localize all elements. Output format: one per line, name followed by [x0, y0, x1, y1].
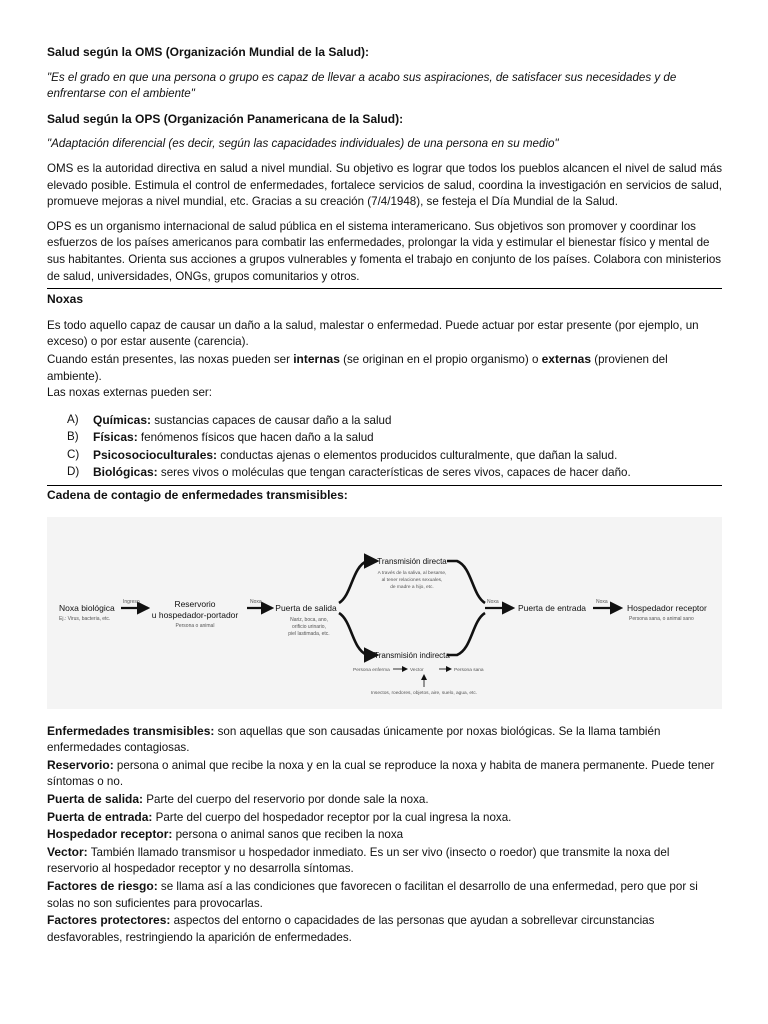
section-divider — [47, 485, 722, 486]
oms-heading: Salud según la OMS (Organización Mundial de la Salud): — [47, 45, 370, 59]
list-item — [47, 464, 722, 482]
list-marker: B) — [67, 430, 79, 444]
arrow-from-indirecta — [447, 613, 485, 655]
noxas-heading: Noxas — [47, 292, 84, 307]
label-ingreso: Ingreso — [123, 598, 140, 605]
label-persona-enferma: Persona enferma — [353, 667, 390, 673]
definition-desc: También llamado transmisor u hospedador inmediato. Es un ser vivo (insecto o roedor) que transmite la noxa del reservorio al hospedador receptor y no desarrolla síntomas. — [47, 845, 670, 876]
label-noxa-2: Noxa — [487, 598, 499, 605]
definition-desc: son aquellas que son causadas únicamente por noxas biológicas. Se la llama también enfermedades contagiosas. — [47, 724, 661, 755]
definition-item — [47, 844, 722, 878]
node-reservorio: Reservorio — [174, 598, 216, 609]
list-item — [47, 447, 722, 465]
ops-description: OPS es un organismo internacional de salud pública en el sistema interamericano. Sus objetivos son promover y coordinar los esfuerzos de los países americanos para combatir las enfermedades, prolongar la vida y estimular el bienestar físico y mental de sus habitantes. Orienta sus acciones a grupos vulnerables y fomenta el trabajo en conjunto de los países. Colabora con ministerios de salud, universidades, ONGs, grupos comunitarios y otros. — [47, 219, 722, 283]
node-salida-sub: orificio urinario, — [292, 623, 326, 630]
node-transmision-indirecta: Transmisión indirecta — [374, 650, 450, 660]
node-reservorio-sub: Persona o animal — [175, 622, 215, 629]
definition-item — [47, 878, 722, 912]
definition-term: Factores protectores: — [47, 913, 171, 928]
definition-term: Reservorio: — [47, 757, 114, 772]
internas-term: internas — [293, 351, 340, 366]
label-persona-sana: Persona sana — [454, 667, 484, 673]
noxas-types-text: Cuando están presentes, las noxas pueden ser — [47, 352, 294, 366]
node-hospedador-receptor: Hospedador receptor — [627, 602, 707, 613]
definition-term: Puerta de salida: — [47, 792, 144, 807]
node-transmision-directa: Transmisión directa — [377, 556, 447, 566]
definition-term: Enfermedades transmisibles: — [47, 723, 215, 738]
definition-desc: Parte del cuerpo del hospedador receptor por la cual ingresa la noxa. — [152, 810, 512, 824]
noxas-types — [47, 351, 722, 385]
label-vehiculos: Insectos, roedores, objetos, aire, suelo, agua, etc. — [370, 690, 478, 696]
list-desc: sustancias capaces de causar daño a la salud — [151, 413, 392, 427]
diagram-svg — [47, 517, 722, 709]
list-desc: fenómenos físicos que hacen daño a la salud — [137, 431, 374, 445]
arrow-from-directa — [447, 561, 485, 603]
noxas-external-intro: Las noxas externas pueden ser: — [47, 386, 212, 400]
node-directa-sub: al tener relaciones sexuales, — [381, 577, 443, 583]
node-noxa-sub: Ej.: Virus, bacteria, etc. — [59, 615, 111, 622]
list-desc: conductas ajenas o elementos producidos culturalmente, que dañan la salud. — [217, 448, 618, 462]
definition-term: Vector: — [47, 844, 88, 859]
noxas-definition: Es todo aquello capaz de causar un daño a la salud, malestar o enfermedad. Puede actuar por estar presente (por ejemplo, un exceso) o por estar ausente (carencia). — [47, 318, 699, 349]
list-desc: seres vivos o moléculas que tengan características de seres vivos, capaces de hacer daño. — [157, 466, 631, 480]
definition-item — [47, 723, 722, 757]
oms-description: OMS es la autoridad directiva en salud a nivel mundial. Su objetivo es lograr que todos los pueblos alcancen el nivel de salud más elevado posible. Estimula el control de enfermedades, fortalece servicios de salud, coordina la investigación en servicios de salud, promueve mejoras a nivel mundial, etc. Gracias a su creación (7/4/1948), se festeja el Día Mundial de la Salud. — [47, 161, 722, 209]
list-term: Físicas: — [93, 430, 138, 445]
node-directa-sub: de madre a hijo, etc. — [390, 584, 434, 590]
ops-quote: "Adaptación diferencial (es decir, según las capacidades individuales) de una persona en su medio" — [47, 137, 559, 151]
externas-term: externas — [541, 351, 591, 366]
label-vector: Vector — [410, 667, 424, 673]
node-puerta-salida: Puerta de salida — [275, 602, 337, 613]
contagion-chain-diagram — [47, 517, 722, 709]
node-reservorio-line2: u hospedador-portador — [151, 609, 239, 620]
label-noxa-1: Noxa — [250, 598, 262, 605]
definition-item — [47, 791, 722, 809]
definition-term: Hospedador receptor: — [47, 827, 173, 842]
list-item — [47, 429, 722, 447]
node-salida-sub: piel lastimada, etc. — [288, 630, 330, 637]
noxas-external-list — [47, 412, 722, 482]
list-item — [47, 412, 722, 430]
arrow-to-indirecta — [339, 613, 377, 655]
definition-desc: se llama así a las condiciones que favorecen o facilitan el desarrollo de una enfermedad, pero que por si solas no son suficientes para provocarlas. — [47, 880, 698, 910]
definition-item — [47, 912, 722, 946]
definition-item — [47, 826, 722, 844]
node-noxa-biologica: Noxa biológica — [59, 602, 115, 613]
oms-quote: "Es el grado en que una persona o grupo es capaz de llevar a acabo sus aspiraciones, de satisfacer sus necesidades y de enfrentarse con el ambiente" — [47, 70, 677, 101]
node-salida-sub: Nariz, boca, ano, — [290, 616, 328, 623]
cadena-heading: Cadena de contagio de enfermedades transmisibles: — [47, 488, 348, 503]
arrow-to-directa — [339, 561, 377, 603]
definition-desc: Parte del cuerpo del reservorio por donde sale la noxa. — [143, 793, 429, 807]
document-page — [47, 40, 722, 946]
noxas-types-text: (se originan en el propio organismo) o — [339, 352, 542, 366]
definition-term: Factores de riesgo: — [47, 879, 158, 893]
node-puerta-entrada: Puerta de entrada — [517, 602, 587, 613]
definition-item — [47, 757, 722, 791]
definition-item — [47, 809, 722, 827]
list-marker: A) — [67, 412, 79, 426]
definition-desc: persona o animal sanos que reciben la noxa — [172, 828, 404, 842]
list-term: Químicas: — [93, 412, 152, 427]
list-term: Biológicas: — [93, 465, 158, 480]
definitions-list — [47, 723, 722, 947]
node-directa-sub: A través de la saliva, al besarse, — [377, 570, 447, 576]
definition-term: Puerta de entrada: — [47, 809, 153, 824]
noxas-types-text: (provienen del ambiente). — [47, 352, 668, 383]
node-receptor-sub: Persona sana, o animal sano — [629, 615, 694, 622]
definition-desc: aspectos del entorno o capacidades de las personas que ayudan a sobrellevar circunstancias desfavorables, restringiendo la aparición de enfermedades. — [47, 914, 655, 944]
ops-heading: Salud según la OPS (Organización Panamericana de la Salud): — [47, 111, 404, 126]
list-marker: D) — [67, 465, 80, 479]
list-term: Psicosocioculturales: — [93, 447, 218, 462]
list-marker: C) — [67, 447, 80, 461]
section-divider — [47, 288, 722, 289]
label-noxa-3: Noxa — [596, 598, 608, 605]
definition-desc: persona o animal que recibe la noxa y en la cual se reproduce la noxa y habita de manera permanente. Puede tener síntomas o no. — [47, 758, 715, 789]
